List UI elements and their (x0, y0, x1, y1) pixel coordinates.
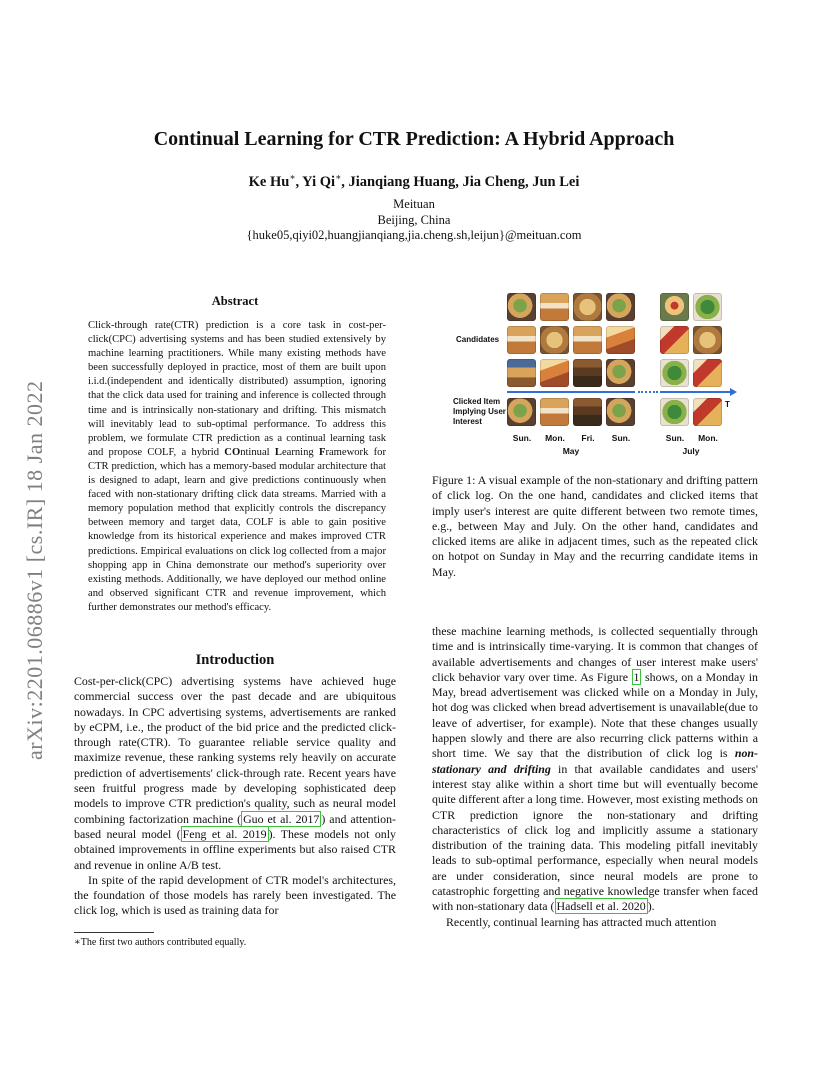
food-photo-icon (693, 293, 722, 321)
author-list: Ke Hu∗, Yi Qi∗, Jianqiang Huang, Jia Cheng, Jun Lei (248, 172, 580, 190)
food-photo-icon (540, 359, 569, 387)
footnote-rule (74, 932, 154, 933)
affiliation (0, 197, 828, 244)
food-photo-icon (507, 293, 536, 321)
food-photo-icon (606, 293, 635, 321)
day-label: Fri. (581, 433, 595, 443)
day-label: Sun. (512, 433, 532, 443)
affiliation-emails: {huke05,qiyi02,huangjianqiang,jia.cheng.sh,leijun}@meituan.com (246, 228, 582, 242)
intro-paragraph: Recently, continual learning has attracted much attention (446, 914, 717, 929)
abstract-heading: Abstract (211, 294, 259, 308)
food-photo-icon (606, 326, 635, 354)
food-photo-icon (540, 398, 569, 426)
intro-paragraph: In spite of the rapid development of CTR model's architectures, the foundation of those models has rarely been investigated. The click log, which is used as training data for (74, 872, 396, 918)
food-photo-icon (660, 359, 689, 387)
food-photo-icon (507, 326, 536, 354)
food-photo-icon (660, 326, 689, 354)
author-name: Jia Cheng (462, 173, 525, 190)
food-photo-icon (693, 398, 722, 426)
arrow-head-icon (730, 388, 737, 396)
food-photo-icon (573, 326, 602, 354)
author-name: Jianqiang Huang (348, 173, 456, 190)
intro-paragraph: Cost-per-click(CPC) advertising systems have achieved huge commercial success over the past decade and are ubiquitous nowadays. In CPC advertising systems, advertisements are ranked by eCPM, i.e., the product of the bid price and the predicted click-through rate(CTR). To guarantee reliable service quality and maximize revenue, these ranking systems rely heavily on accurate prediction of advertisements' click-through rate. Recent years have seen fruitful progress made by developing sophisticated deep models to improve CTR prediction's quality, such as neural model combining factorization machine ( Guo et al. 2017 ) and attention-based neural model ( Feng et al. 2019 ). These models not only obtained improvements in offline experiments but also raised CTR and revenue in online A/B test. (74, 674, 396, 872)
food-photo-icon (540, 293, 569, 321)
day-label: Mon. (545, 433, 565, 443)
food-photo-icon (573, 359, 602, 387)
time-label: T (725, 400, 730, 409)
food-photo-icon (693, 326, 722, 354)
label-candidates: Candidates (456, 335, 500, 344)
figure-caption: Figure 1: A visual example of the non-stationary and drifting pattern of click log. On the one hand, candidates and clicked items that imply user's interest are quite different between two remote times, e.g., between May and July. On the other hand, candidates and clicked items are alike in adjacent times, such as the repeated click on hotpot on Sunday in May and the recurring candidate items in May. (432, 473, 758, 579)
citation-link[interactable]: Feng et al. 2019 (182, 826, 267, 841)
food-photo-icon (573, 398, 602, 426)
food-photo-icon (660, 398, 689, 426)
food-photo-icon (540, 326, 569, 354)
month-label: July (682, 446, 700, 456)
food-photo-icon (660, 293, 689, 321)
timeline-arrow (507, 391, 635, 393)
food-photo-icon (507, 398, 536, 426)
day-label: Sun. (611, 433, 631, 443)
day-label: Mon. (698, 433, 718, 443)
author-name: Ke Hu (248, 173, 290, 190)
figure-1 (450, 288, 750, 458)
intro-right-column (432, 624, 758, 930)
intro-left-column (74, 674, 396, 919)
food-photo-icon (606, 398, 635, 426)
timeline-gap (638, 391, 658, 393)
citation-link[interactable]: Guo et al. 2017 (243, 811, 320, 826)
citation-link[interactable]: Hadsell et al. 2020 (556, 899, 646, 914)
day-label: Sun. (665, 433, 685, 443)
author-mark: ∗ (335, 172, 342, 182)
author-name: Jun Lei (532, 173, 580, 190)
label-clicked-item: Clicked Item Implying User Interest (453, 397, 506, 426)
affiliation-org: Meituan (393, 197, 435, 211)
food-photo-icon (573, 293, 602, 321)
month-label: May (562, 446, 580, 456)
food-photo-icon (507, 359, 536, 387)
food-photo-icon (693, 359, 722, 387)
timeline-arrow (660, 391, 730, 393)
intro-paragraph: these machine learning methods, is collected sequentially through time and is intrinsically time-varying. It is common that changes of available advertisements and changes of user interest make users' click behavior vary over time. As Figure 1 shows, on a Monday in May, bread advertisement was clicked while on a Monday in July, hot dog was clicked when bread advertisement is unavailable(due to leave of advertiser, for example). Note that these changes usually happen slowly and there are also recurring click patterns within a short time. We say that the distribution of click log is non-stationary and drifting in that available candidates and users' interest stay alike within a short time but will eventually become quite different after a long time. However, most existing methods on CTR prediction ignore the non-stationary and drifting characteristics of click log and implicitly assume a stationary distribution of the training data. This modeling pitfall inevitably leads to sub-optimal performance, especially when neural models are under consideration, since neural models are prone to catastrophic forgetting and negative knowledge transfer when faced with non-stationary data ( Hadsell et al. 2020 ). (432, 624, 759, 914)
figure-ref-link[interactable]: 1 (633, 669, 640, 684)
food-photo-icon (606, 359, 635, 387)
arxiv-stamp: arXiv:2201.06886v1 [cs.IR] 18 Jan 2022 (22, 380, 47, 760)
affiliation-location: Beijing, China (377, 212, 451, 227)
intro-heading: Introduction (195, 652, 275, 668)
author-mark: ∗ (289, 172, 296, 182)
paper-title: Continual Learning for CTR Prediction: A Hybrid Approach (153, 128, 675, 150)
author-name: Yi Qi (302, 173, 336, 190)
abstract-body: Click-through rate(CTR) prediction is a core task in cost-per-click(CPC) advertising systems and has been studied extensively by machine learning practitioners. While many existing methods have been successfully deployed in practice, most of them are built upon i.i.d.(independent and identically distributed) assumption, ignoring that the click data used for training and inference is collected through time and is intrinsically non-stationary and drifting. This mismatch will inevitably lead to sub-optimal performance. To address this problem, we formulate CTR prediction as a continual learning task and propose COLF, a hybrid COntinual Learning Framework for CTR prediction, which has a memory-based modular architecture that is designed to adapt, learn and give predictions continuously when faced with non-stationary drifting click data streams. Married with a memory population method that explicitly controls the discrepancy between memory and target data, COLF is able to gain positive knowledge from its historical experience and makes improved CTR predictions. Empirical evaluations on click log collected from a major shopping app in China demonstrate our method's superiority over existing methods. Additionally, we have deployed our method online and observed significant CTR and revenue improvement, which further demonstrates our method's efficacy. (88, 320, 386, 613)
footnote: ∗The first two authors contributed equally. (74, 937, 247, 948)
